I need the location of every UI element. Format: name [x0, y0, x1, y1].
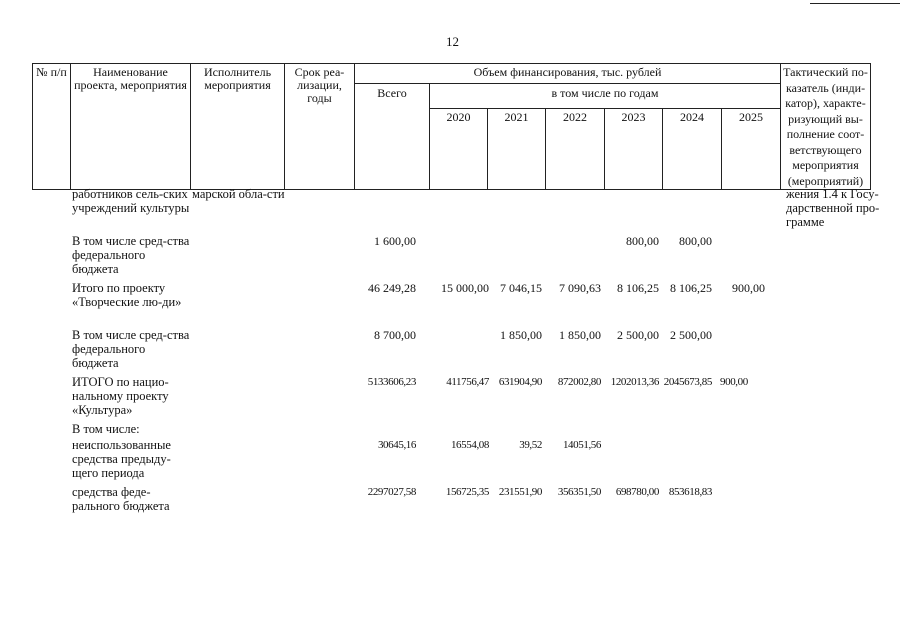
- row-total: 30645,16: [377, 439, 416, 451]
- table-row: [32, 438, 872, 485]
- row-name: работников сель-ских учреждений культуры: [72, 187, 190, 215]
- row-total: 8 700,00: [374, 328, 416, 342]
- row-2024: 2045673,85: [663, 376, 712, 388]
- header-col-term: Срок реа-лизации, годы: [285, 64, 355, 190]
- row-2022: 356351,50: [557, 486, 601, 498]
- row-2023: 8 106,25: [617, 281, 659, 295]
- row-name: Итого по проекту «Творческие лю-ди»: [72, 281, 182, 309]
- row-name: ИТОГО по нацио-нальному проекту «Культура»: [72, 375, 169, 417]
- header-col-total: Всего: [355, 84, 430, 190]
- top-right-rule: [810, 3, 900, 4]
- page-number: 12: [446, 34, 459, 49]
- table-row: [32, 485, 872, 517]
- row-2021: 231551,90: [498, 486, 542, 498]
- row-name: В том числе:: [72, 422, 140, 436]
- row-2021: 39,52: [519, 439, 542, 451]
- row-2020: 16554,08: [450, 439, 489, 451]
- row-name: В том числе сред-ства федерального бюджета: [72, 234, 190, 276]
- row-2021: 1 850,00: [500, 328, 542, 342]
- row-2024: 853618,83: [668, 486, 712, 498]
- header-table: [32, 63, 871, 190]
- table-row: [32, 281, 872, 328]
- header-col-indicator: Тактический по-казатель (инди-катор), характе-ризующий вы-полнение соот-ветствующего мероприятия (мероприятий): [781, 64, 871, 190]
- row-total: 1 600,00: [374, 234, 416, 248]
- row-2024: 800,00: [679, 234, 712, 248]
- row-2021: 7 046,15: [500, 281, 542, 295]
- row-total: 5133606,23: [367, 376, 416, 388]
- header-year-2021: 2021: [488, 109, 546, 190]
- header-year-2024: 2024: [663, 109, 722, 190]
- row-name: неиспользованные средства предыду-щего периода: [72, 438, 171, 480]
- table-row: [32, 375, 872, 422]
- row-2023: 698780,00: [615, 486, 659, 498]
- row-2022: 7 090,63: [559, 281, 601, 295]
- table-row: [32, 187, 880, 234]
- row-name: средства феде-рального бюджета: [72, 485, 170, 513]
- row-2023: 2 500,00: [617, 328, 659, 342]
- header-year-2023: 2023: [605, 109, 663, 190]
- row-2024: 2 500,00: [670, 328, 712, 342]
- header-year-2025: 2025: [722, 109, 781, 190]
- row-2024: 8 106,25: [670, 281, 712, 295]
- table-row: [32, 422, 872, 438]
- row-2023: 800,00: [626, 234, 659, 248]
- header-year-2020: 2020: [430, 109, 488, 190]
- table-body: [32, 187, 880, 517]
- row-2025: 900,00: [732, 281, 765, 295]
- header-col-finance: Объем финансирования, тыс. рублей: [355, 64, 781, 84]
- row-indicator: жения 1.4 к Госу-дарственной про-грамме: [786, 187, 880, 229]
- row-name: В том числе сред-ства федерального бюджета: [72, 328, 190, 370]
- row-total: 46 249,28: [368, 281, 416, 295]
- row-2022: 14051,56: [562, 439, 601, 451]
- row-total: 2297027,58: [367, 486, 416, 498]
- row-2020: 156725,35: [445, 486, 489, 498]
- row-2022: 872002,80: [557, 376, 601, 388]
- row-2021: 631904,90: [498, 376, 542, 388]
- header-col-by-years: в том числе по годам: [430, 84, 781, 109]
- header-col-name: Наименование проекта, мероприятия: [71, 64, 191, 190]
- row-executor: марской обла-сти: [192, 187, 285, 201]
- row-2020: 411756,47: [446, 376, 489, 388]
- table-row: [32, 234, 872, 281]
- row-2022: 1 850,00: [559, 328, 601, 342]
- table-row: [32, 328, 872, 375]
- row-2020: 15 000,00: [441, 281, 489, 295]
- header-year-2022: 2022: [546, 109, 605, 190]
- row-2023: 1202013,36: [610, 376, 659, 388]
- row-2025: 900,00: [720, 376, 748, 388]
- header-col-executor: Исполнитель мероприятия: [191, 64, 285, 190]
- header-col-num: № п/п: [33, 64, 71, 190]
